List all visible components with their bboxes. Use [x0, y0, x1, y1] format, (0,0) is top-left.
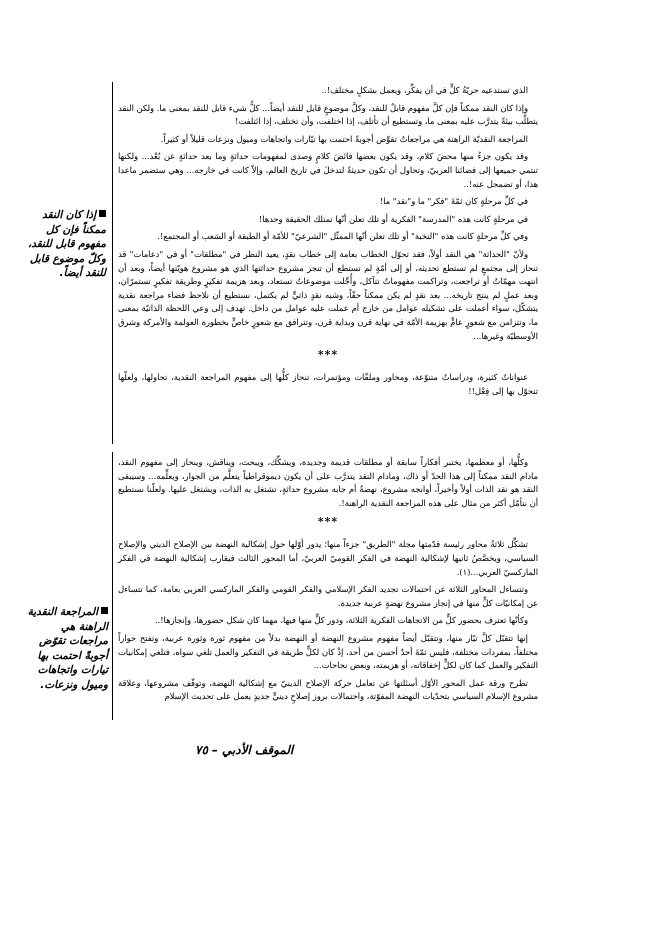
- paragraph: عنواناتٌ كثيرة، ودراساتٌ متنوّعة، ومحاور وملفّات ومؤتمرات، تنحاز كلُّها إلى مفهوم المراجعة النقدية، تحاولها، ولعلّها تتحوّل بها إلى فِعْل!!: [118, 372, 538, 396]
- article-body-bottom: [118, 456, 538, 708]
- section-separator: ***: [317, 348, 339, 362]
- paragraph: تطرح ورقة عمل المحور الأوّل أسئلتها عن تعامل حركة الإصلاح الدينيّ مع إشكالية النهضة، وتوقّف مشروعها، وعلاقة مشروع الإسلام السياسي بتحدّيات النهضة المفوّتة، واحتمالات بروز إصلاحٍ دينيٍّ جديدٍ يعمل على تحديث الإسلام: [118, 677, 538, 702]
- square-bullet-icon: [99, 210, 106, 217]
- paragraph: وقد يكون جزءٌ منها محضَ كلام، وقد يكون بعضها فائضَ كلامٍ وصدى لمفهومات حداثةٍ وما بعد حداثةٍ عن بُعْد... ولكنها تنتمي جميعها إلى فضائنا العربيّ، وتحاول أن تكون حديثةً لتدخلَ في تاريخ العالم، وإلاّ كانت في خارجه... وهي ستضمر ماعدا هذا، أو تضمحل عنه!..: [118, 151, 538, 189]
- paragraph: الذي تستدعيه حريّةُ كلٍّ في أن يفكِّر، ويعمل بشكلٍ مختلف!..: [321, 85, 528, 95]
- paragraph: وكأنّها تعترف بحضور كلٍّ من الاتجاهات الفكرية الثلاثة، ودور كلٍّ منها فيها، مهما كان شكل حضورها، وإنجازها!..: [154, 615, 528, 626]
- page-footer: [195, 743, 293, 757]
- page-number: ٧٥: [195, 743, 208, 757]
- column-divider: [112, 82, 113, 444]
- paragraph: وفي كلِّ مرحلةٍ كانت هذه "النخبة" أو تلك تعلن أنّها الممثّل "الشرعيّ" للأمّة أو الطبقة أو الشعب أو المجتمع!.: [157, 231, 528, 242]
- paragraph: وإذا كان النقد ممكناً فإن كلَّ مفهوم قابلٌ للنقد، وكلَّ موضوعٍ قابل للنقد أيضاً... كلُّ شيء قابل للنقد بمعنى ما. ولكن النقد يتطلَّب بيئةً يتدرَّب عليه بمعنى ما، وتستطيع أن تأتلف، إذا اختلفت، وأن تختلف، إذا ائتلفت!: [118, 102, 538, 127]
- paragraph: وتتساءل المحاور الثلاثة عن احتمالات تجديد الفكر الإسلامي والفكر القومي والفكر الماركسي العربي بعامة، كما تتساءل عن إمكانيّات كلٍّ منها في إنجاز مشروع نهضةٍ عربية جديدة.: [118, 584, 538, 608]
- article-body-top: [118, 84, 538, 402]
- paragraph: في مرحلةٍ كانت هذه "المدرسة" الفكرية أو تلك تعلن أنّها تمتلك الحقيقة وحدها!: [258, 213, 528, 224]
- square-bullet-icon: [101, 607, 108, 614]
- paragraph: المراجعة النقديّة الراهنة هي مراجعاتٌ تقوِّض أجوبةً احتمت بها تيّارات واتجاهات وميول ونزعات قليلاً أو كثيراً.: [160, 133, 528, 144]
- pull-quote-text: المراجعة النقدية الراهنة هي مراجعات تقوّض أجوبةً احتمت بها تيارات واتجاهات وميول ونزعات.: [27, 606, 108, 691]
- pull-quote: [24, 605, 108, 692]
- column-divider: [112, 452, 113, 720]
- paragraph: إنها تتقبّل كلَّ تيّار منها، وتتقبّل أيضاً مفهوم مشروع النهضة أو النهضة بدلاً من مفهوم ثورة وثورة عربية، وتفتح حواراً مختلفاً، بمفردات مختلفة، فليس ثمّةَ أحدٌ أحسن من أحد، إذْ كان لكلٍّ طريقة في التفكير والعمل تلغي سواه، فتلغي إمكانيات التفكير والعمل كما كان لكلٍّ إخفاقاته، أو هزيمته، وبعض نجاحات...: [118, 632, 538, 671]
- paragraph: وكلُّها، أو معظمها، يختبر أفكاراً سابقة أو مطلقات قديمة وجديدة، ويشكِّك، ويبحث، ويناقش، وينحاز إلى مفهوم النقد، مادام النقد ممكناً إلى هذا الحدّ أو ذاك، ومادام النقد يتدرَّب على أن يكون ديموقراطياً يتعلَّم من الجوار، ويعلِّمه... وسيبقى النقد هو نقد الذات أولاً وأخيراً، أوانجه مشروع، نهضةٌ أم جابه مشروع حداثةٍ، تشتغل به الذات، ويشتغل عليها. ولعلّنا نستطيع أن نتأمّل أكثر من مثال على هذه المراجعة النقدية الراهنة!.: [118, 457, 538, 508]
- pull-quote: [22, 208, 106, 281]
- paragraph: تشكِّل ثلاثةُ محاور رئيسة قدّمتها مجلة "الطريق" جزءاً منها؛ يدور أوّلها حول إشكالية النهضة بين الإصلاح الديني والإصلاح السياسي، ويخصَّصُ ثانيها لإشكالية النهضة في الفكر القوميّ العربيّ، أما المحور الثالث فيقارب إشكالية النهضة في الفكر الماركسيّ العربي...(١).: [118, 539, 538, 577]
- paragraph: ولأنّ "الحداثة" هي النقد أولاً، فقد تحوّل الخطاب بعامة إلى خطاب نقدٍ، يعيد النظر في "مطلقات" أو في "دعامات" قد تنحاز إلى مجتمعٍ لم تستطع تحديثه، أو إلى أمّةٍ لم تستطع أن تنجز مشروع حداثتها الذي هو مشروع هويّتها أيضاً، وبعد أن انتهت مهمّاتٌ أو تراجعت، وتراكمت مفهوماتٌ تتآكل، وأُجِّلت موضوعاتٌ تستعاد، وبعد هزيمة تفكيرٍ وطريقة تفكيرٍ تستمرّان، وبعد عملٍ لم ينتج تاريخه... بعد نقدٍ لم يكن ممكناً حقّاً، وشبه نقدٍ ذاتيٍّ لم يكتمل، نستطيع أن نلاحظ فضاء مراجعة نقدية يتشكّل، سواء أعملت على تشكيله عوامل من خارج أم عملت عليه عوامل من داخل. تهدف إلى وعي اللحظة الذاتيّة بمعنى ما، وتتزامن مع شعورٍ عامٍّ بهزيمة الأمّة في نهاية قرن وبداية قرن، وتترافق مع شعورٍ خاصٍّ بخطورة العولمة والأمركة وشرق الأوسطيّة وغيرها...: [118, 248, 538, 341]
- footer-separator: –: [211, 743, 218, 757]
- magazine-name: الموقف الأدبي: [221, 743, 294, 757]
- pull-quote-text: إذا كان النقد ممكناً فإن كل مفهوم قابل للنقد، وكلّ موضوع قابل للنقد أيضاً.: [27, 209, 106, 279]
- section-separator: ***: [317, 515, 339, 529]
- paragraph: في كلِّ مرحلةٍ كان ثمّةَ "فكر" ما و"نقد" ما!: [379, 196, 528, 207]
